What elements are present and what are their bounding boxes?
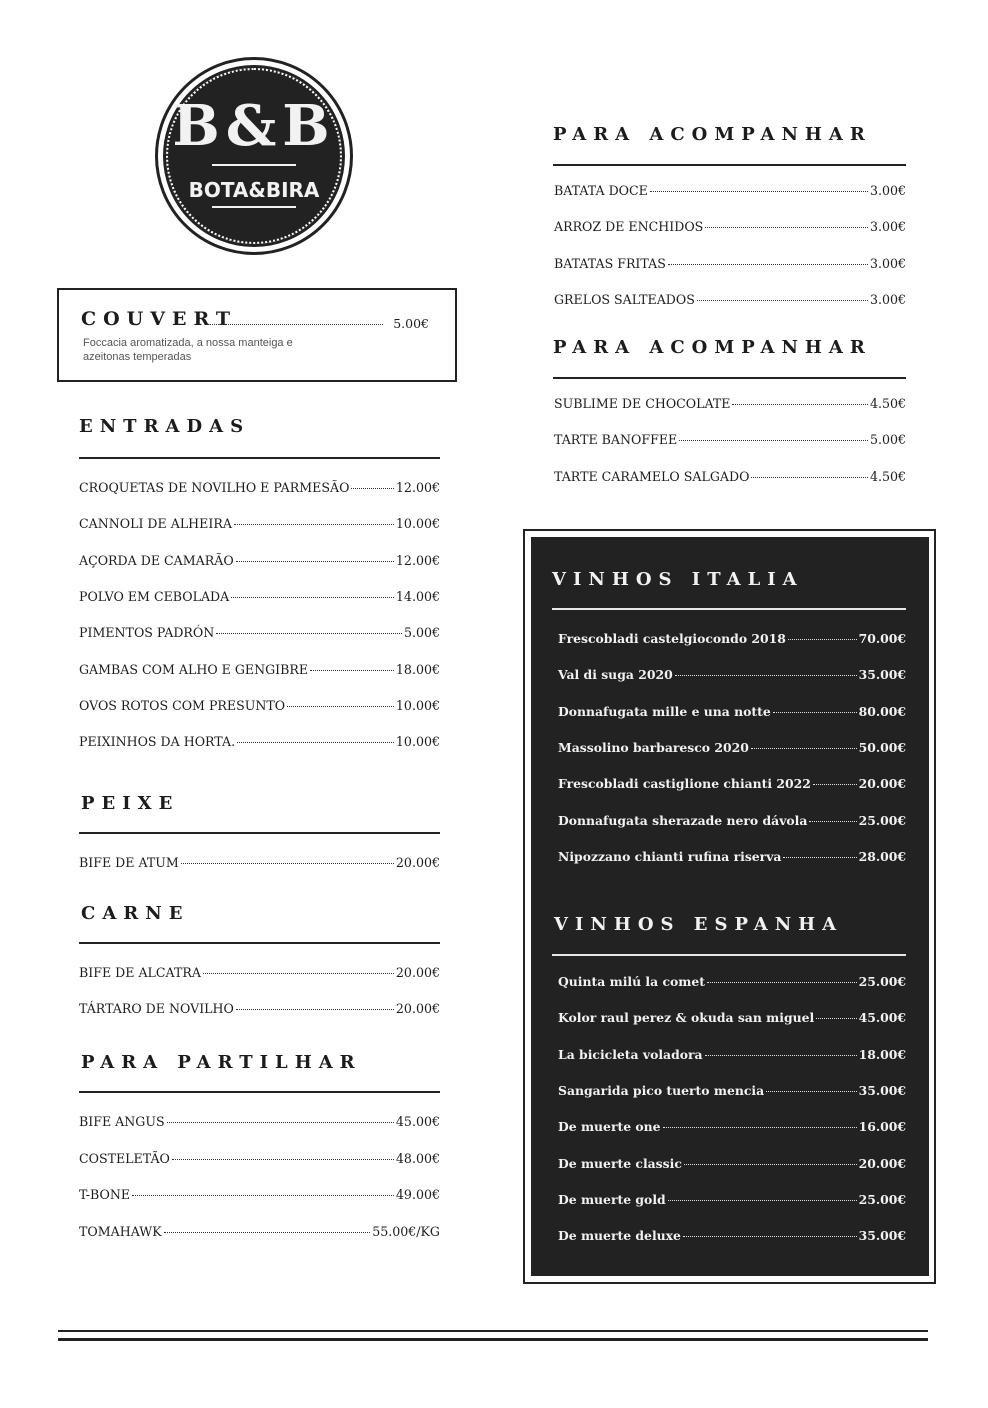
sobremesas-title: PARA ACOMPANHAR [553, 337, 872, 358]
dot-leader [732, 404, 867, 405]
menu-item-name: Sangarida pico tuerto mencia [558, 1082, 765, 1098]
menu-item [79, 1001, 440, 1016]
menu-item [554, 183, 906, 198]
acompanhar-title: PARA ACOMPANHAR [553, 124, 872, 145]
menu-item-price: 55.00€/KG [372, 1223, 440, 1239]
menu-item-name: GRELOS SALTEADOS [554, 291, 695, 307]
dot-leader [132, 1195, 394, 1196]
menu-item-name: GAMBAS COM ALHO E GENGIBRE [79, 661, 309, 677]
menu-item [558, 631, 906, 646]
logo-rule-bottom [212, 206, 296, 208]
menu-item-name: OVOS ROTOS COM PRESUNTO [79, 697, 286, 713]
menu-item [79, 1187, 440, 1202]
menu-item-price: 10.00€ [395, 734, 440, 750]
menu-item-name: AÇORDA DE CAMARÃO [79, 552, 234, 568]
menu-item-name: De muerte gold [558, 1191, 666, 1207]
dot-leader [751, 477, 868, 478]
menu-item [79, 734, 440, 749]
menu-item-name: BIFE DE ATUM [79, 855, 179, 870]
logo-badge [166, 68, 342, 244]
menu-item-price: 10.00€ [395, 516, 440, 532]
dot-leader [237, 742, 394, 743]
menu-item-name: Frescobladi castiglione chianti 2022 [558, 776, 811, 792]
dot-leader [816, 1018, 856, 1019]
menu-item-price: 48.00€ [395, 1150, 440, 1166]
menu-item-price: 25.00€ [858, 812, 906, 828]
menu-item [558, 1119, 906, 1134]
logo-monogram: B&B [172, 93, 336, 159]
dot-leader [766, 1091, 856, 1092]
menu-item-price: 70.00€ [858, 631, 906, 646]
menu-item-name: De muerte deluxe [558, 1228, 681, 1244]
vinhos-espanha-rule [552, 954, 906, 956]
menu-item-name: CROQUETAS DE NOVILHO E PARMESÃO [79, 480, 350, 495]
menu-item [558, 1228, 906, 1243]
dot-leader [707, 982, 857, 983]
menu-item [79, 662, 440, 677]
menu-item [79, 698, 440, 713]
carne-title: CARNE [81, 903, 190, 924]
menu-item-price: 12.00€ [395, 552, 440, 568]
menu-item-name: Nipozzano chianti rufina riserva [558, 848, 782, 864]
dot-leader [663, 1127, 857, 1128]
dot-leader [236, 561, 394, 562]
menu-item [79, 1114, 440, 1129]
wine-panel [531, 537, 929, 1276]
dot-leader [813, 784, 857, 785]
menu-item-name: Quinta milú la comet [558, 974, 706, 989]
dot-leader [751, 748, 857, 749]
entradas-rule [79, 457, 440, 459]
menu-item [558, 704, 906, 719]
menu-item-price: 14.00€ [395, 588, 440, 604]
dot-leader [679, 440, 868, 441]
menu-item-price: 20.00€ [395, 1001, 440, 1016]
menu-item-name: ARROZ DE ENCHIDOS [554, 219, 704, 235]
dot-leader [216, 633, 402, 634]
menu-item-price: 3.00€ [869, 291, 906, 307]
menu-item [554, 219, 906, 234]
menu-item [558, 1192, 906, 1207]
menu-item-name: TÁRTARO DE NOVILHO [79, 1001, 234, 1016]
menu-item-name: PIMENTOS PADRÓN [79, 625, 215, 641]
menu-item-name: POLVO EM CEBOLADA [79, 588, 230, 604]
menu-item [554, 256, 906, 271]
menu-item-price: 20.00€ [858, 776, 906, 792]
menu-item-price: 5.00€ [869, 432, 906, 448]
menu-item-name: CANNOLI DE ALHEIRA [79, 516, 232, 532]
dot-leader [675, 675, 857, 676]
dot-leader [650, 191, 868, 192]
menu-item-name: TARTE CARAMELO SALGADO [554, 468, 750, 484]
dot-leader [203, 973, 394, 974]
menu-item [79, 1224, 440, 1239]
dot-leader [705, 227, 868, 228]
menu-item-price: 28.00€ [858, 848, 906, 864]
menu-item-name: De muerte classic [558, 1155, 682, 1171]
partilhar-rule [79, 1091, 440, 1093]
menu-item-price: 45.00€ [395, 1114, 440, 1129]
menu-item-name: Donnafugata mille e una notte [558, 703, 771, 719]
menu-item-name: Donnafugata sherazade nero dávola [558, 812, 808, 828]
menu-item-price: 35.00€ [858, 1082, 906, 1098]
partilhar-title: PARA PARTILHAR [81, 1052, 362, 1073]
menu-item-price: 12.00€ [395, 480, 440, 495]
peixe-title: PEIXE [81, 793, 180, 814]
dot-leader [164, 1232, 371, 1233]
menu-item-price: 20.00€ [395, 965, 440, 980]
dot-leader [236, 1009, 394, 1010]
menu-item-price: 10.00€ [395, 697, 440, 713]
peixe-rule [79, 832, 440, 834]
menu-item-price: 20.00€ [395, 855, 440, 870]
menu-item-name: Val di suga 2020 [558, 667, 673, 683]
menu-item-price: 25.00€ [858, 1191, 906, 1207]
dot-leader [809, 821, 856, 822]
menu-item-name: La bicicleta voladora [558, 1046, 703, 1062]
menu-item [79, 480, 440, 495]
dot-leader [683, 1236, 857, 1237]
menu-item-name: Massolino barbaresco 2020 [558, 739, 749, 755]
menu-item [554, 396, 906, 411]
couvert-box [57, 288, 457, 382]
menu-item-name: Kolor raul perez & okuda san miguel [558, 1010, 815, 1026]
dot-leader [231, 597, 394, 598]
menu-item [558, 1156, 906, 1171]
menu-item [79, 965, 440, 980]
dot-leader [697, 300, 868, 301]
menu-item [554, 292, 906, 307]
bottom-rule-bottom [58, 1338, 928, 1341]
couvert-dot-leader [207, 324, 383, 325]
menu-item [79, 1151, 440, 1166]
logo [155, 57, 353, 255]
menu-item-price: 49.00€ [395, 1187, 440, 1202]
dot-leader [234, 524, 394, 525]
menu-item-price: 5.00€ [403, 625, 440, 641]
menu-item-price: 16.00€ [858, 1119, 906, 1135]
menu-item-name: COSTELETÃO [79, 1150, 170, 1166]
menu-item-name: BIFE DE ALCATRA [79, 965, 201, 980]
menu-item [554, 469, 906, 484]
dot-leader [684, 1164, 857, 1165]
dot-leader [287, 706, 394, 707]
menu-item-price: 80.00€ [858, 703, 906, 719]
dot-leader [310, 670, 394, 671]
menu-item [79, 625, 440, 640]
menu-item-price: 3.00€ [869, 219, 906, 235]
menu-item [558, 667, 906, 682]
dot-leader [705, 1055, 857, 1056]
menu-item [558, 974, 906, 989]
menu-item [79, 553, 440, 568]
dot-leader [773, 712, 857, 713]
sobremesas-rule [553, 377, 906, 379]
acompanhar-rule [553, 164, 906, 166]
dot-leader [788, 639, 857, 640]
menu-item-name: BATATAS FRITAS [554, 255, 666, 271]
dot-leader [783, 857, 856, 858]
menu-item-price: 45.00€ [858, 1010, 906, 1026]
couvert-price: 5.00€ [393, 316, 429, 331]
menu-item-price: 50.00€ [858, 739, 906, 755]
menu-item [558, 849, 906, 864]
vinhos-espanha-title: VINHOS ESPANHA [554, 914, 844, 935]
menu-item [558, 776, 906, 791]
dot-leader [668, 264, 868, 265]
menu-item-name: BATATA DOCE [554, 183, 648, 198]
menu-item-price: 3.00€ [869, 183, 906, 198]
bottom-rule-top [58, 1330, 928, 1332]
dot-leader [172, 1159, 394, 1160]
menu-item-name: TARTE BANOFFEE [554, 432, 678, 448]
menu-item [79, 516, 440, 531]
dot-leader [181, 863, 394, 864]
menu-item-name: De muerte one [558, 1119, 661, 1135]
menu-item [558, 1083, 906, 1098]
carne-rule [79, 942, 440, 944]
menu-item [558, 740, 906, 755]
couvert-title: COUVERT [81, 308, 238, 330]
menu-item-price: 3.00€ [869, 255, 906, 271]
menu-item [558, 1010, 906, 1025]
menu-item [554, 432, 906, 447]
menu-item-name: TOMAHAWK [79, 1223, 162, 1239]
dot-leader [351, 488, 394, 489]
menu-item-price: 35.00€ [858, 667, 906, 683]
menu-item-name: SUBLIME DE CHOCOLATE [554, 396, 731, 411]
menu-item [79, 855, 440, 870]
menu-item [558, 1047, 906, 1062]
menu-item-price: 4.50€ [869, 396, 906, 411]
menu-item-price: 25.00€ [858, 974, 906, 989]
menu-item [558, 813, 906, 828]
menu-item-name: BIFE ANGUS [79, 1114, 165, 1129]
vinhos-italia-title: VINHOS ITALIA [552, 569, 804, 590]
dot-leader [167, 1122, 394, 1123]
logo-rule-top [212, 164, 296, 166]
logo-name: BOTA&BIRA [188, 178, 320, 202]
menu-item-price: 20.00€ [858, 1155, 906, 1171]
vinhos-italia-rule [552, 608, 906, 610]
menu-item-price: 35.00€ [858, 1228, 906, 1244]
menu-item-name: Frescobladi castelgiocondo 2018 [558, 631, 786, 646]
couvert-description: Foccacia aromatizada, a nossa manteiga e azeitonas temperadas [83, 337, 293, 363]
menu-item [79, 589, 440, 604]
menu-item-price: 18.00€ [395, 661, 440, 677]
menu-item-price: 4.50€ [869, 468, 906, 484]
dot-leader [668, 1200, 857, 1201]
menu-item-name: PEIXINHOS DA HORTA. [79, 734, 236, 750]
entradas-title: ENTRADAS [79, 416, 251, 437]
menu-item-price: 18.00€ [858, 1046, 906, 1062]
menu-item-name: T-BONE [79, 1187, 131, 1202]
